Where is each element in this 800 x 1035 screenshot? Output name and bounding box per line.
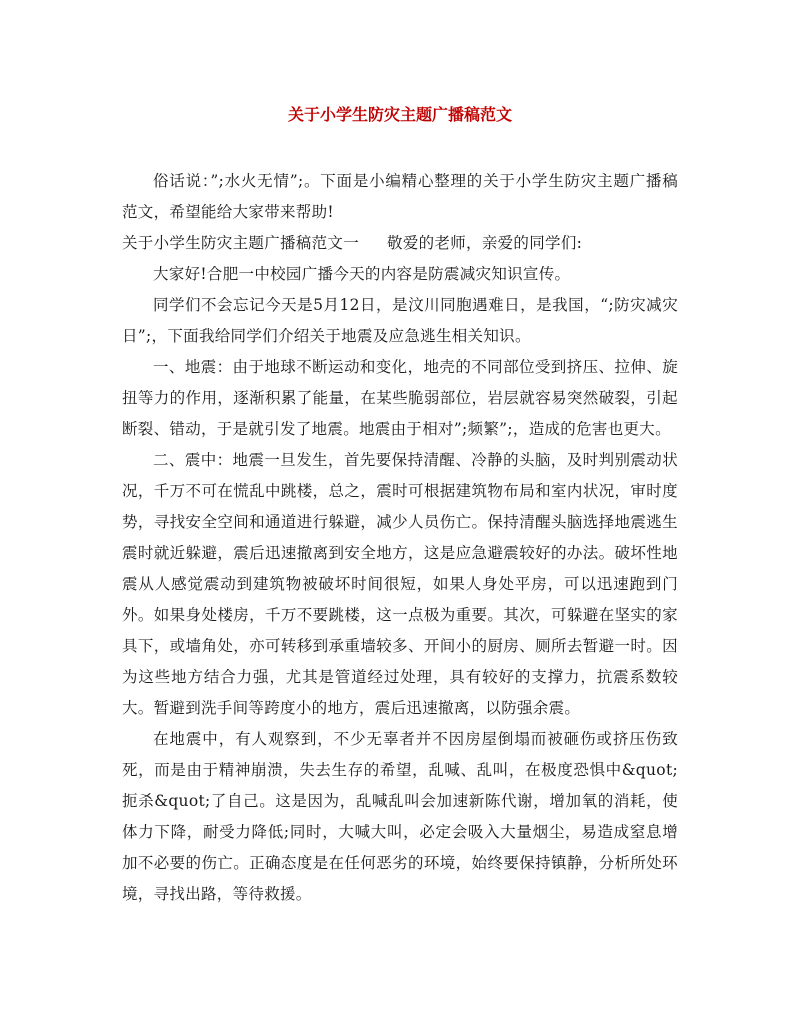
paragraph-during-quake: 二、震中：地震一旦发生，首先要保持清醒、冷静的头脑，及时判别震动状况，千万不可在慌乱中跳楼，总之，震时可根据建筑物布局和室内状况，审时度势，寻找安全空间和通道进行躲避，减少人员伤亡。保持清醒头脑选择地震逃生震时就近躲避，震后迅速撤离到安全地方，这是应急避震较好的办法。破坏性地震从人感觉震动到建筑物被破坏时间很短，如果人身处平房，可以迅速跑到门外。如果身处楼房，千万不要跳楼，这一点极为重要。其次，可躲避在坚实的家具下，或墙角处，亦可转移到承重墙较多、开间小的厨房、厕所去暂避一时。因为这些地方结合力强，尤其是管道经过处理，具有较好的支撑力，抗震系数较大。暂避到洗手间等跨度小的地方，震后迅速撤离，以防强余震。 <box>122 451 678 717</box>
paragraph-stay-calm: 在地震中，有人观察到，不少无辜者并不因房屋倒塌而被砸伤或挤压伤致死，而是由于精神崩溃，失去生存的希望，乱喊、乱叫，在极度恐惧中&quot;扼杀&quot;了自己。这是因为，乱喊乱叫会加速新陈代谢，增加氧的消耗，使体力下降，耐受力降低;同时，大喊大叫，必定会吸入大量烟尘，易造成窒息增加不必要的伤亡。正确态度是在任何恶劣的环境，始终要保持镇静，分析所处环境，寻找出路，等待救援。 <box>122 730 678 903</box>
paragraph-date: 同学们不会忘记今天是5月12日，是汶川同胞遇难日，是我国，“;防灾减灾日”;，下面我给同学们介绍关于地震及应急逃生相关知识。 <box>122 296 678 345</box>
paragraph-opening: 大家好!合肥一中校园广播今天的内容是防震减灾知识宣传。 <box>153 265 571 283</box>
greeting: 敬爱的老师，亲爱的同学们: <box>387 234 583 252</box>
section-heading: 关于小学生防灾主题广播稿范文一 <box>122 234 360 252</box>
intro-paragraph: 俗话说：”;水火无情”;。下面是小编精心整理的关于小学生防灾主题广播稿范文，希望能给大家带来帮助! <box>122 172 678 221</box>
section-line <box>122 228 678 259</box>
document-body <box>122 166 678 910</box>
document-title: 关于小学生防灾主题广播稿范文 <box>287 105 512 124</box>
paragraph-earthquake: 一、地震：由于地球不断运动和变化，地壳的不同部位受到挤压、拉伸、旋扭等力的作用，逐渐积累了能量，在某些脆弱部位，岩层就容易突然破裂，引起断裂、错动，于是就引发了地震。地震由于相对”;频繁”;，造成的危害也更大。 <box>122 358 678 438</box>
